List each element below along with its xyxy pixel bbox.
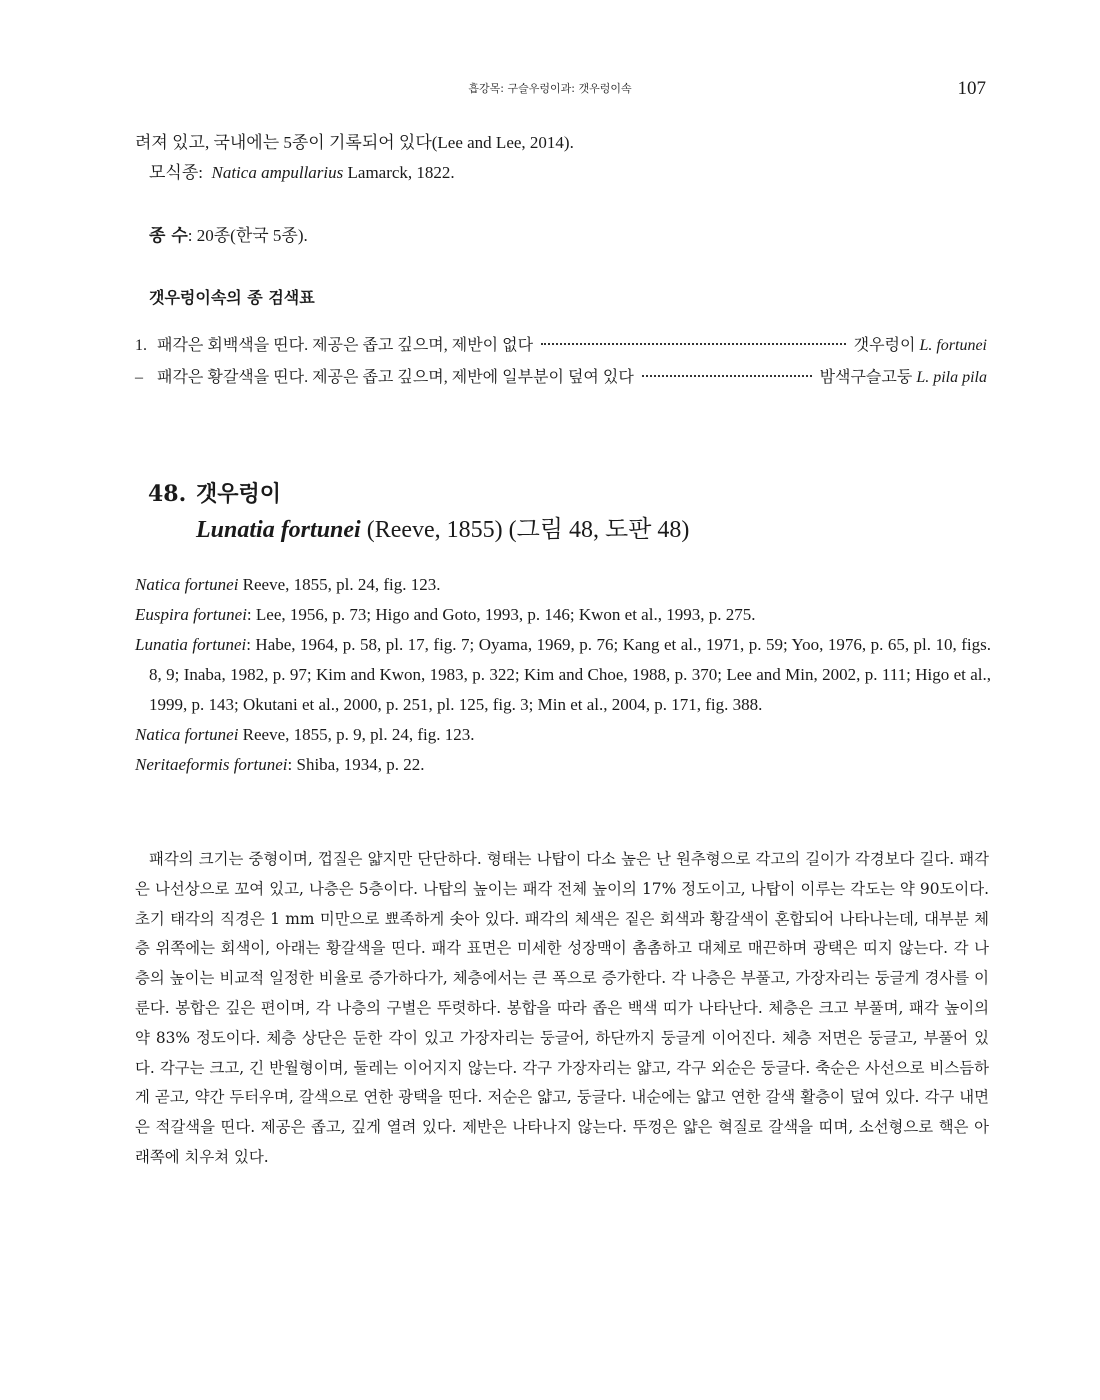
key-leader-dots [642,375,812,377]
key-row-text: 패각은 황갈색을 띤다. 제공은 좁고 깊으며, 제반에 일부분이 덮여 있다 [157,369,634,386]
synonym-entry [135,570,991,600]
synonym-name: Neritaeformis fortunei [135,755,288,774]
key-row-text: 패각은 회백색을 띤다. 제공은 좁고 깊으며, 제반이 없다 [157,337,534,354]
key-row-answer [854,330,987,362]
type-species-name: Natica ampullarius [211,163,344,182]
species-count-line [135,221,987,251]
synonym-name: Natica fortunei [135,575,239,594]
synonym-entry [135,600,991,630]
synonym-citation: Reeve, 1855, p. 9, pl. 24, fig. 123. [238,725,475,744]
intro-line: 려져 있고, 국내에는 5종이 기록되어 있다(Lee and Lee, 2014). [135,133,574,152]
key-leader-dots [541,343,846,345]
species-title [148,476,988,512]
species-author: (Reeve, 1855) [366,517,503,543]
key-answer-scientific: L. fortunei [919,337,987,354]
species-count-label: 종 수 [149,226,188,246]
species-count-value: : 20종(한국 5종). [187,226,308,245]
synonym-name: Natica fortunei [135,725,239,744]
species-count-section [135,221,987,251]
species-number: 48. [148,481,187,507]
key-row-number: – [135,369,143,386]
type-species-author: Lamarck, 1822. [347,163,455,182]
synonym-name: Lunatia fortunei [135,635,247,654]
key-answer-scientific: L. pila pila [916,369,987,386]
key-row-answer [820,362,987,394]
species-description: 패각의 크기는 중형이며, 껍질은 얇지만 단단하다. 형태는 나탑이 다소 높은 난 원추형으로 각고의 길이가 각경보다 길다. 패각은 나선상으로 꼬여 있고, 나층은 5층이다. 나탑의 높이는 패각 전체 높이의 17% 정도이고, 나탑이 이루는 각도는 약 90도이다. 초기 태각의 직경은 1 mm 미만으로 뾰족하게 솟아 있다. 패각의 체색은 짙은 회색과 황갈색이 혼합되어 나타나는데, 대부분 체층 위쪽에는 회색이, 아래는 황갈색을 띤다. 패각 표면은 미세한 성장맥이 촘촘하고 대체로 매끈하며 광택은 띠지 않는다. 각 나층의 높이는 비교적 일정한 비율로 증가하다가, 체층에서는 큰 폭으로 증가한다. 각 나층은 부풀고, 가장자리는 둥글게 경사를 이룬다. 봉합은 깊은 편이며, 각 나층의 구별은 뚜렷하다. 봉합을 따라 좁은 백색 띠가 나타난다. 체층은 크고 부풀며, 패각 높이의 약 83% 정도이다. 체층 상단은 둔한 각이 있고 가장자리는 둥글어, 하단까지 둥글게 이어진다. 체층 저면은 둥글고, 부풀어 있다. 각구는 크고, 긴 반월형이며, 둘레는 이어지지 않는다. 각구 가장자리는 얇고, 각구 외순은 둥글다. 축순은 사선으로 비스듬하게 곧고, 약간 두터우며, 갈색으로 연한 광택을 띤다. 저순은 얇고, 둥글다. 내순에는 얇고 연한 갈색 활층이 덮여 있다. 각구 내면은 적갈색을 띤다. 제공은 좁고, 깊게 열려 있다. 제반은 나타나지 않는다. 뚜껑은 얇은 혁질로 갈색을 띠며, 소선형으로 핵은 아래쪽에 치우쳐 있다. [135,850,989,1166]
species-scientific-name: Lunatia fortunei [196,517,361,543]
key-row-number: 1. [135,337,147,354]
intro-section [135,128,987,188]
synonym-name: Euspira fortunei [135,605,247,624]
synonym-entry [135,630,991,720]
type-species-label: 모식종: [149,163,203,182]
key-heading: 갯우렁이속의 종 검색표 [149,288,315,307]
key-section [135,283,987,313]
key-row [135,330,987,362]
synonym-citation: : Habe, 1964, p. 58, pl. 17, fig. 7; Oyama, 1969, p. 76; Kang et al., 1971, p. 59; Yoo, 1976, p. 65, pl. 10, figs. 8, 9; Inaba, 1982, p. 97; Kim and Kwon, 1983, p. 322; Kim and Choe, 1988, p. 370; Lee and Min, 2002, p. 111; Higo et al., 1999, p. 143; Okutani et al., 2000, p. 251, pl. 125, fig. 3; Min et al., 2004, p. 171, fig. 388. [149,635,991,714]
species-figure-ref: (그림 48, 도판 48) [508,517,690,543]
key-row [135,362,987,394]
key-answer-korean: 밤색구슬고둥 [819,369,913,386]
running-head: 흡강목: 구슬우렁이과: 갯우렁이속 [468,82,632,95]
synonym-citation: : Lee, 1956, p. 73; Higo and Goto, 1993, p. 146; Kwon et al., 1993, p. 275. [246,605,756,624]
description-section [135,845,989,1173]
synonym-citation: Reeve, 1855, pl. 24, fig. 123. [238,575,441,594]
type-species-line [135,158,987,188]
page-number: 107 [957,78,986,99]
synonym-entry [135,720,991,750]
species-heading [148,476,988,548]
synonym-entry [135,750,991,780]
key-answer-korean: 갯우렁이 [853,337,916,354]
synonym-citation: : Shiba, 1934, p. 22. [287,755,425,774]
synonymy-list [135,570,991,780]
species-korean-name: 갯우렁이 [196,481,282,507]
key-table [135,330,987,394]
species-scientific-line [148,512,988,548]
